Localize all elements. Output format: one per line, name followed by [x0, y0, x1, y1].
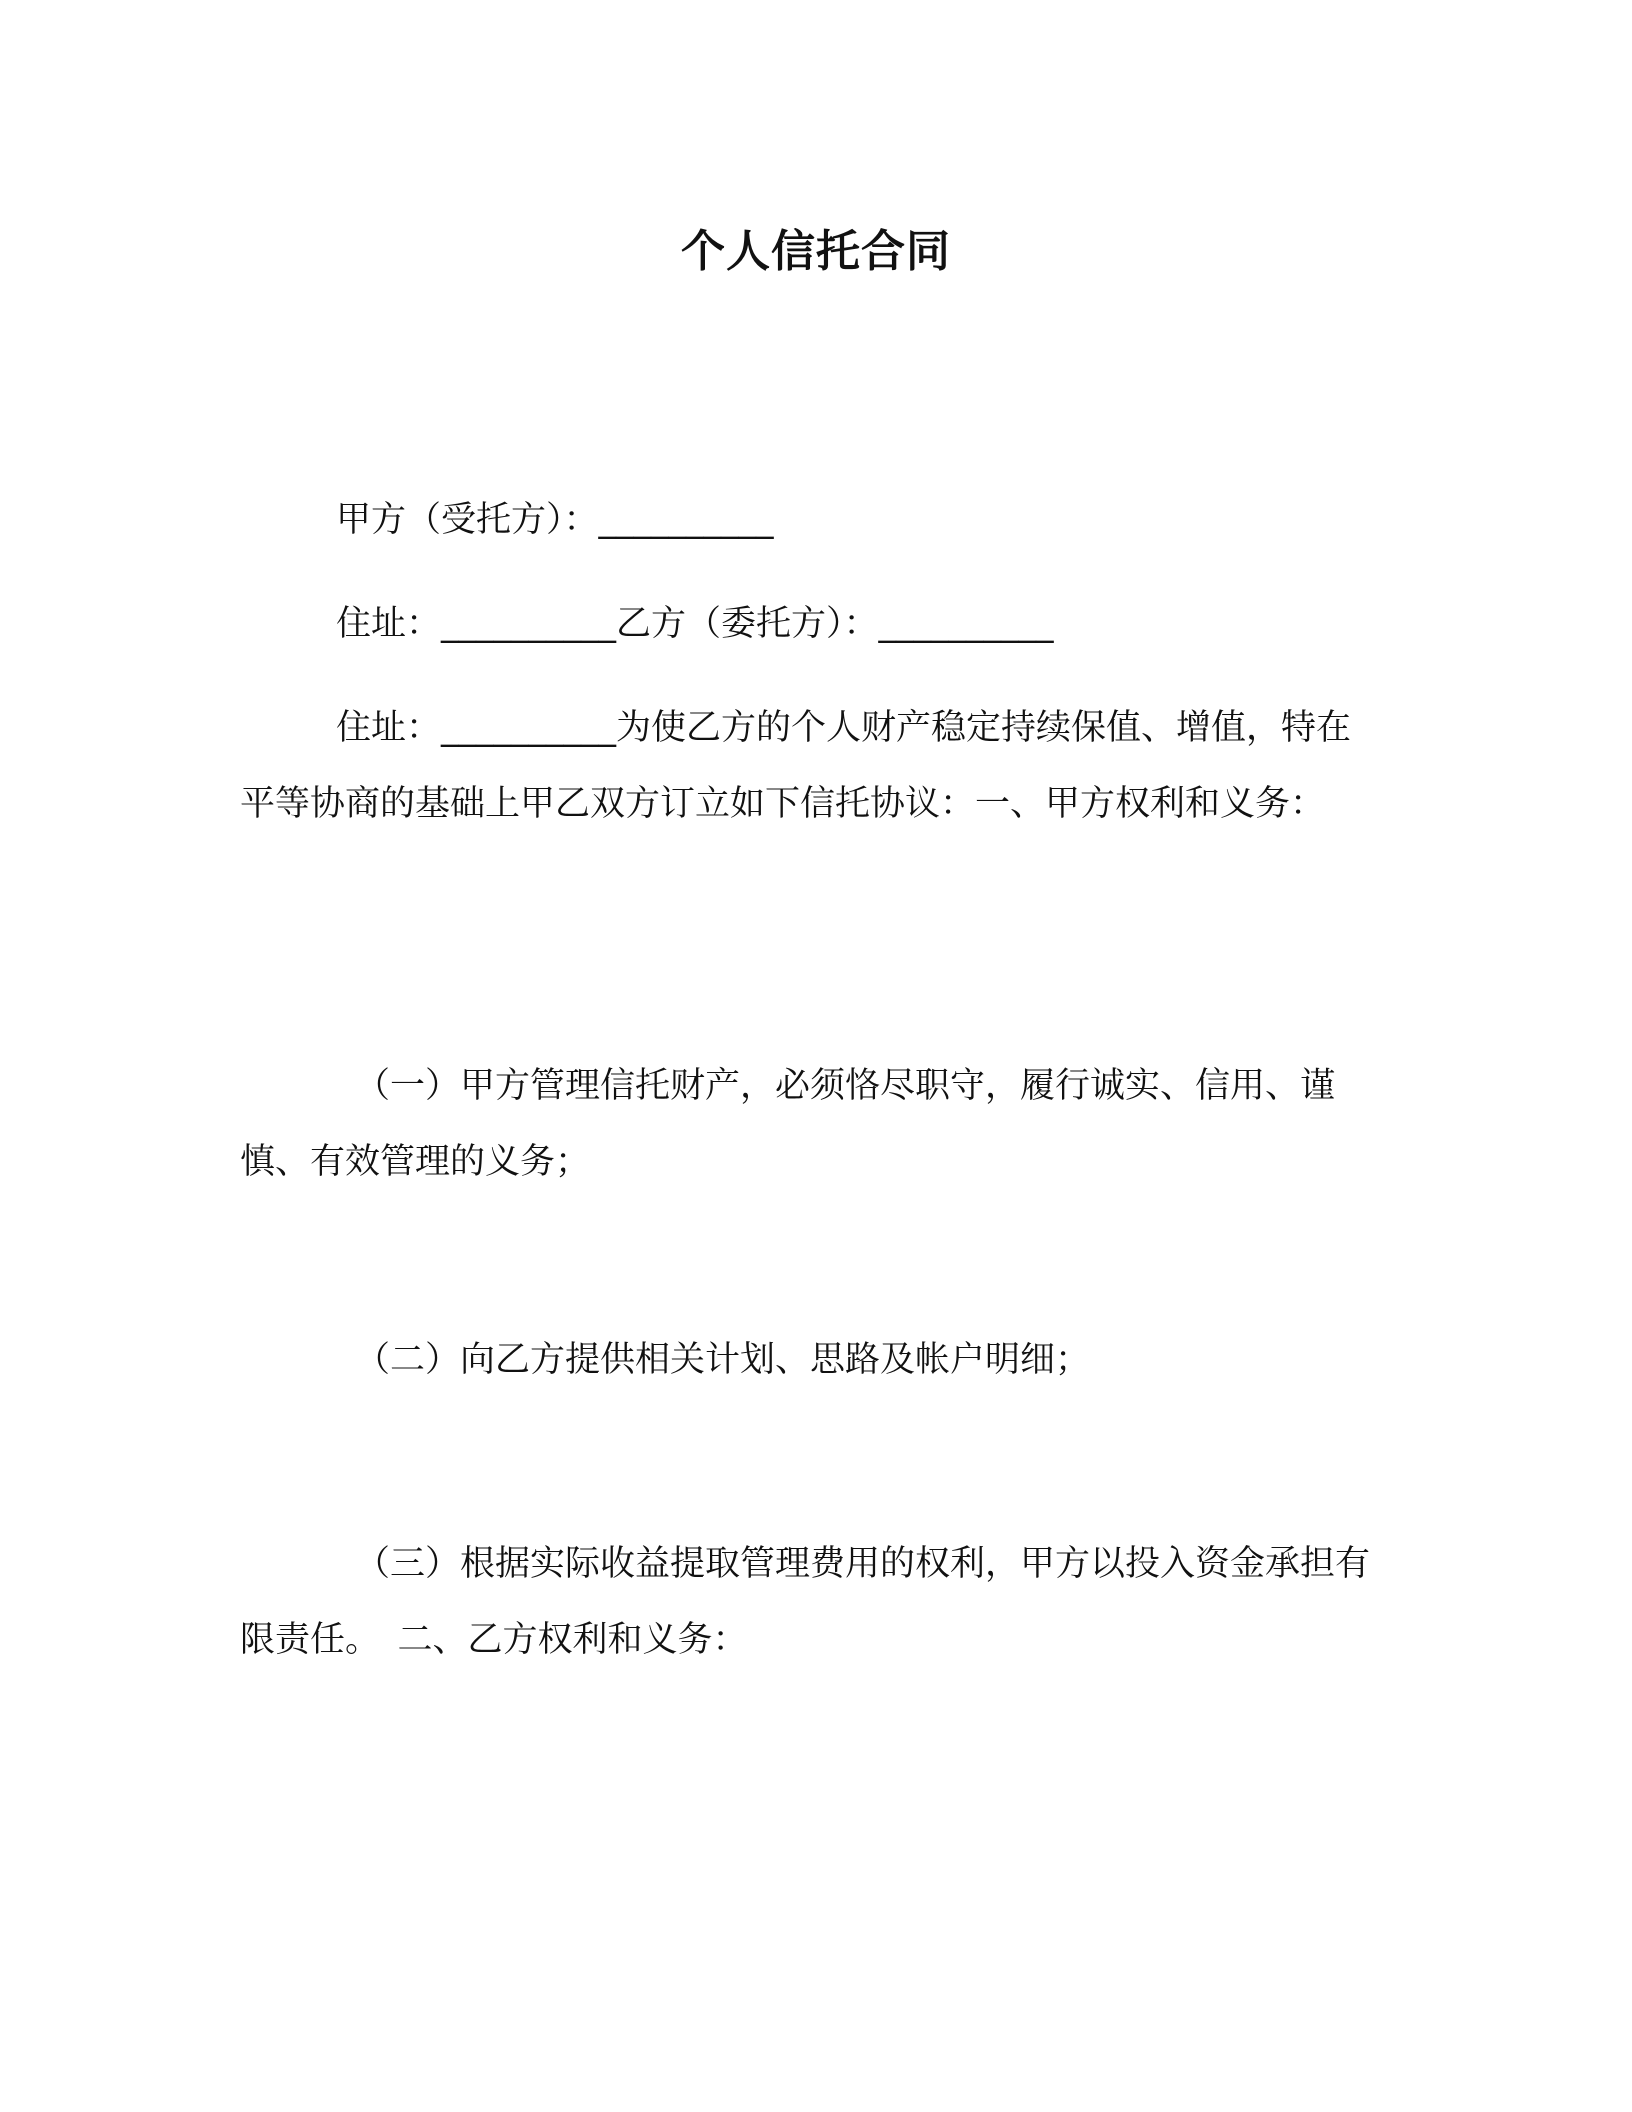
address-party-b-line: 住址：__________乙方（委托方）：__________: [336, 604, 1054, 644]
preamble-paragraph: 住址：__________为使乙方的个人财产稳定持续保值、增值，特在平等协商的基础上甲乙双方订立如下信托协议：一、甲方权利和义务：: [240, 708, 1352, 824]
clause-2-paragraph: （二）向乙方提供相关计划、思路及帐户明细；: [355, 1340, 1091, 1380]
clause-1-paragraph: （一）甲方管理信托财产，必须恪尽职守，履行诚实、信用、谨慎、有效管理的义务；: [240, 1066, 1336, 1182]
clause-3-paragraph: （三）根据实际收益提取管理费用的权利，甲方以投入资金承担有限责任。 二、乙方权利和义务：: [240, 1544, 1371, 1660]
document-title: 个人信托合同: [681, 226, 951, 277]
party-a-line: 甲方（受托方）：__________: [336, 500, 774, 540]
